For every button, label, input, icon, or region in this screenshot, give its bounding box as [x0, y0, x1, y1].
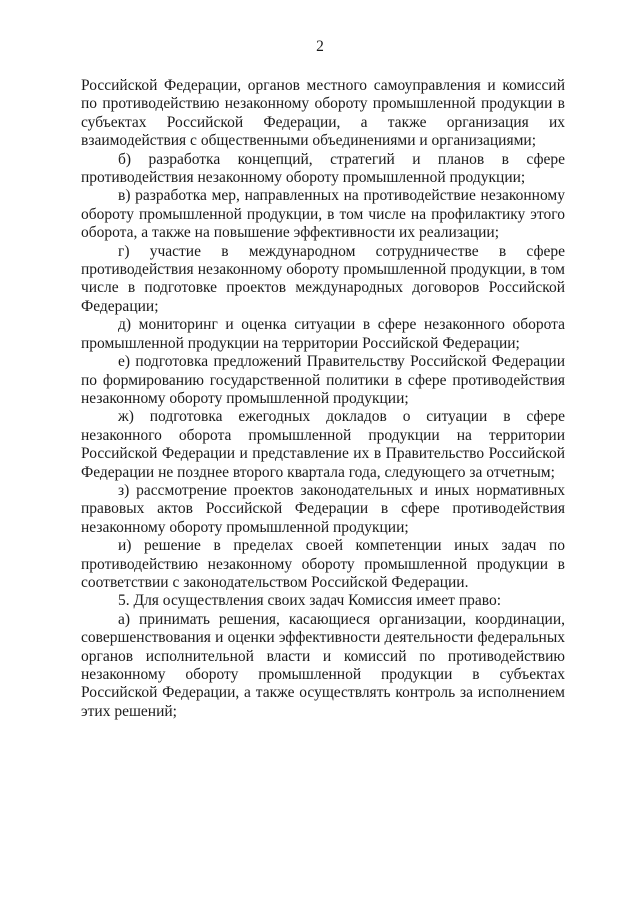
- page-number: 2: [316, 38, 324, 55]
- paragraph-item-v: в) разработка мер, направленных на противодействие незаконному обороту промышленной продукции, в том числе на профилактику этого оборота, а также на повышение эффективности их реализации;: [81, 187, 565, 242]
- paragraph-item-b: б) разработка концепций, стратегий и планов в сфере противодействия незаконному обороту промышленной продукции;: [81, 150, 565, 187]
- paragraph-item-z: з) рассмотрение проектов законодательных и иных нормативных правовых актов Российской Федерации в сфере противодействия незаконному обороту промышленной продукции;: [81, 481, 565, 536]
- paragraph-item-a: а) принимать решения, касающиеся организации, координации, совершенствования и оценки эффективности деятельности федеральных органов исполнительной власти и комиссий по противодействию незаконному обороту промышленной продукции в субъектах Российской Федерации, а также осуществлять контроль за исполнением этих решений;: [81, 610, 565, 720]
- paragraph-continuation: Российской Федерации, органов местного самоуправления и комиссий по противодействию незаконному обороту промышленной продукции в субъектах Российской Федерации, а также организация их взаимодействия с общественными объединениями и организациями;: [81, 77, 565, 150]
- paragraph-item-i: и) решение в пределах своей компетенции иных задач по противодействию незаконному обороту промышленной продукции в соответствии с законодательством Российской Федерации.: [81, 537, 565, 591]
- paragraph-item-d: д) мониторинг и оценка ситуации в сфере незаконного оборота промышленной продукции на территории Российской Федерации;: [81, 316, 565, 352]
- paragraph-item-g: г) участие в международном сотрудничестве в сфере противодействия незаконному обороту промышленной продукции, в том числе в подготовке проектов международных договоров Российской Федерации;: [81, 242, 565, 315]
- paragraph-section-5: 5. Для осуществления своих задач Комиссия имеет право:: [118, 592, 502, 610]
- paragraph-item-e: е) подготовка предложений Правительству Российской Федерации по формированию государственной политики в сфере противодействия незаконному обороту промышленной продукции;: [81, 353, 565, 407]
- document-body: [81, 77, 565, 721]
- paragraph-item-zh: ж) подготовка ежегодных докладов о ситуации в сфере незаконного оборота промышленной продукции на территории Российской Федерации и представление их в Правительство Российской Федерации не позднее второго квартала года, следующего за отчетным;: [81, 408, 565, 481]
